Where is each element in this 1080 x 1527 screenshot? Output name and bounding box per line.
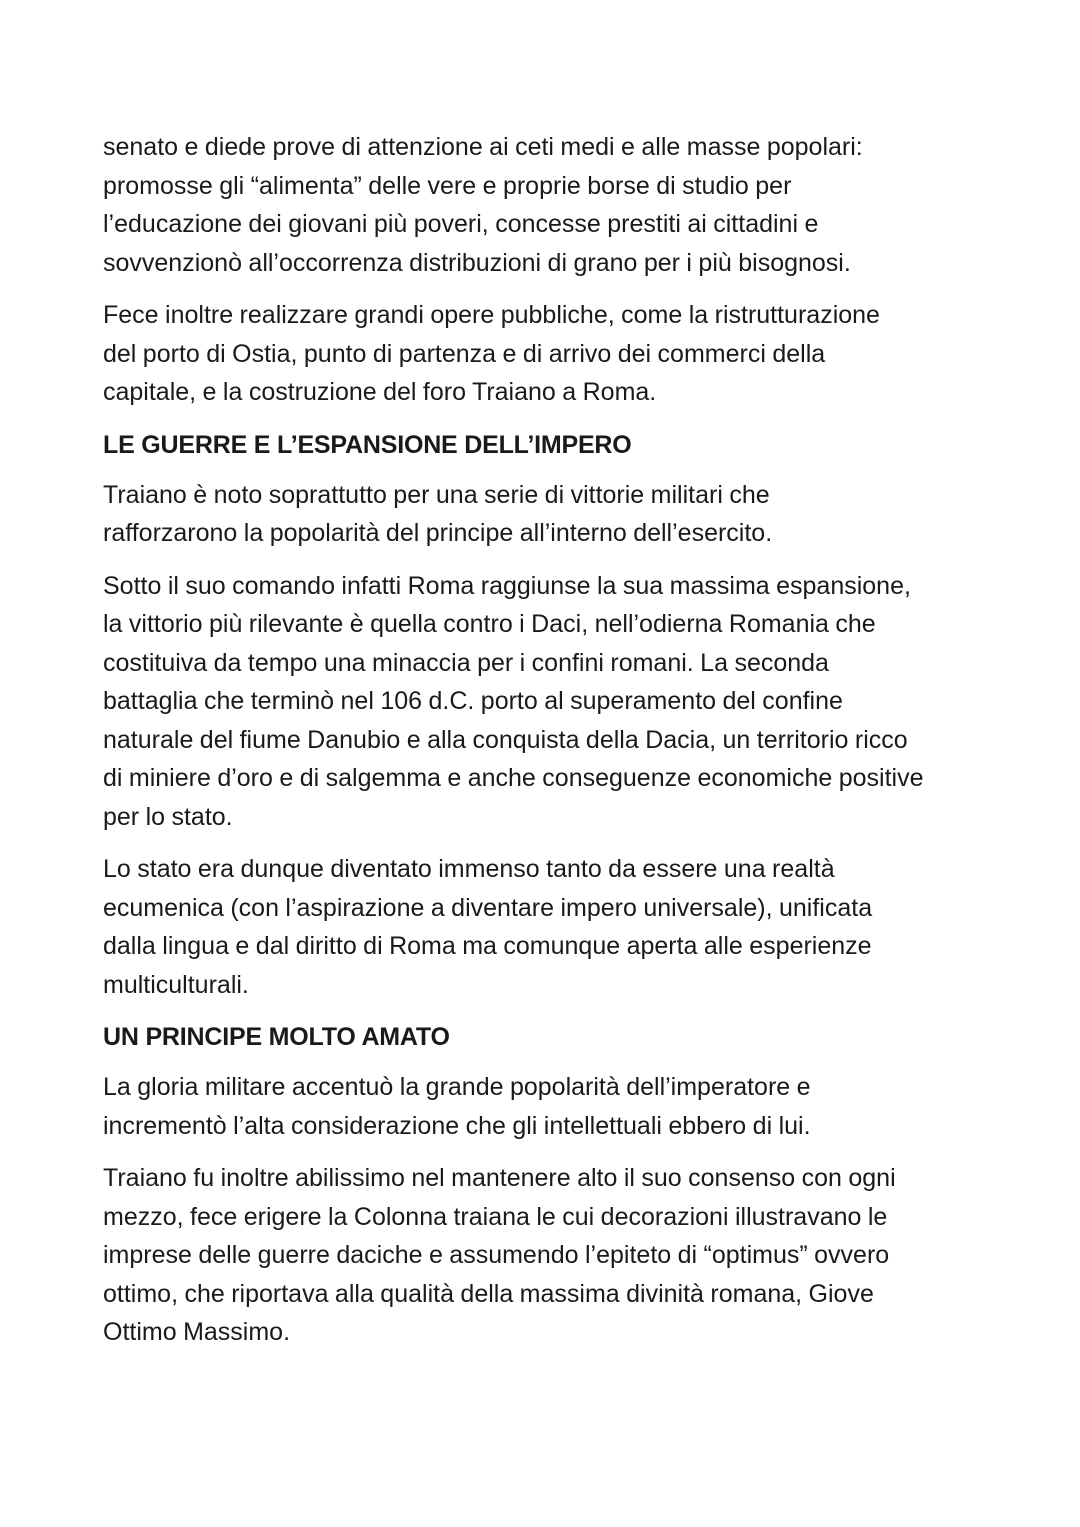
text-line: la vittorio più rilevante è quella contro i Daci, nell’odierna Romania che (103, 610, 876, 638)
text-line: Lo stato era dunque diventato immenso tanto da essere una realtà (103, 855, 835, 883)
text-line: Ottimo Massimo. (103, 1318, 291, 1346)
text-line: di miniere d’oro e di salgemma e anche conseguenze economiche positive (103, 764, 924, 792)
document-body (103, 128, 988, 1366)
text-line: multiculturali. (103, 970, 249, 999)
text-line: per lo stato. (103, 802, 233, 831)
section-heading-wars: LE GUERRE E L’ESPANSIONE DELL’IMPERO (103, 430, 632, 459)
paragraph-public-works (103, 296, 988, 412)
text-line: rafforzarono la popolarità del principe all’interno dell’esercito. (103, 519, 773, 547)
paragraph-optimus-title (103, 1159, 988, 1352)
paragraph-dacian-conquest (103, 567, 988, 837)
text-line: l’educazione dei giovani più poveri, concesse prestiti ai cittadini e (103, 210, 819, 238)
text-line: Traiano fu inoltre abilissimo nel mantenere alto il suo consenso con ogni (103, 1164, 896, 1192)
text-line: sovvenzionò all’occorrenza distribuzioni di grano per i più bisognosi. (103, 248, 851, 277)
paragraph-senate-and-welfare (103, 128, 988, 282)
section-heading-beloved-prince: UN PRINCIPE MOLTO AMATO (103, 1023, 450, 1051)
paragraph-military-glory (103, 1068, 988, 1145)
text-line: ottimo, che riportava alla qualità della massima divinità romana, Giove (103, 1279, 874, 1308)
text-line: imprese delle guerre daciche e assumendo l’epiteto di “optimus” ovvero (103, 1241, 890, 1269)
text-line: mezzo, fece erigere la Colonna traiana le cui decorazioni illustravano le (103, 1202, 888, 1231)
text-line: incrementò l’alta considerazione che gli intellettuali ebbero di lui. (103, 1111, 811, 1140)
text-line: Traiano è noto soprattutto per una serie di vittorie militari che (103, 480, 770, 509)
text-line: del porto di Ostia, punto di partenza e di arrivo dei commerci della (103, 339, 826, 368)
text-line: battaglia che terminò nel 106 d.C. porto al superamento del confine (103, 687, 843, 715)
text-line: capitale, e la costruzione del foro Traiano a Roma. (103, 378, 657, 406)
text-line: naturale del fiume Danubio e alla conquista della Dacia, un territorio ricco (103, 725, 908, 754)
text-line: Fece inoltre realizzare grandi opere pubbliche, come la ristrutturazione (103, 301, 880, 329)
text-line: senato e diede prove di attenzione ai ceti medi e alle masse popolari: (103, 133, 863, 161)
text-line: La gloria militare accentuò la grande popolarità dell’imperatore e (103, 1073, 811, 1101)
text-line: promosse gli “alimenta” delle vere e proprie borse di studio per (103, 171, 792, 200)
text-line: Sotto il suo comando infatti Roma raggiunse la sua massima espansione, (103, 571, 911, 600)
paragraph-ecumenical-state (103, 850, 988, 1004)
text-line: costituiva da tempo una minaccia per i confini romani. La seconda (103, 648, 829, 677)
text-line: ecumenica (con l’aspirazione a diventare impero universale), unificata (103, 893, 873, 922)
text-line: dalla lingua e dal diritto di Roma ma comunque aperta alle esperienze (103, 932, 872, 960)
paragraph-military-victories (103, 476, 988, 553)
